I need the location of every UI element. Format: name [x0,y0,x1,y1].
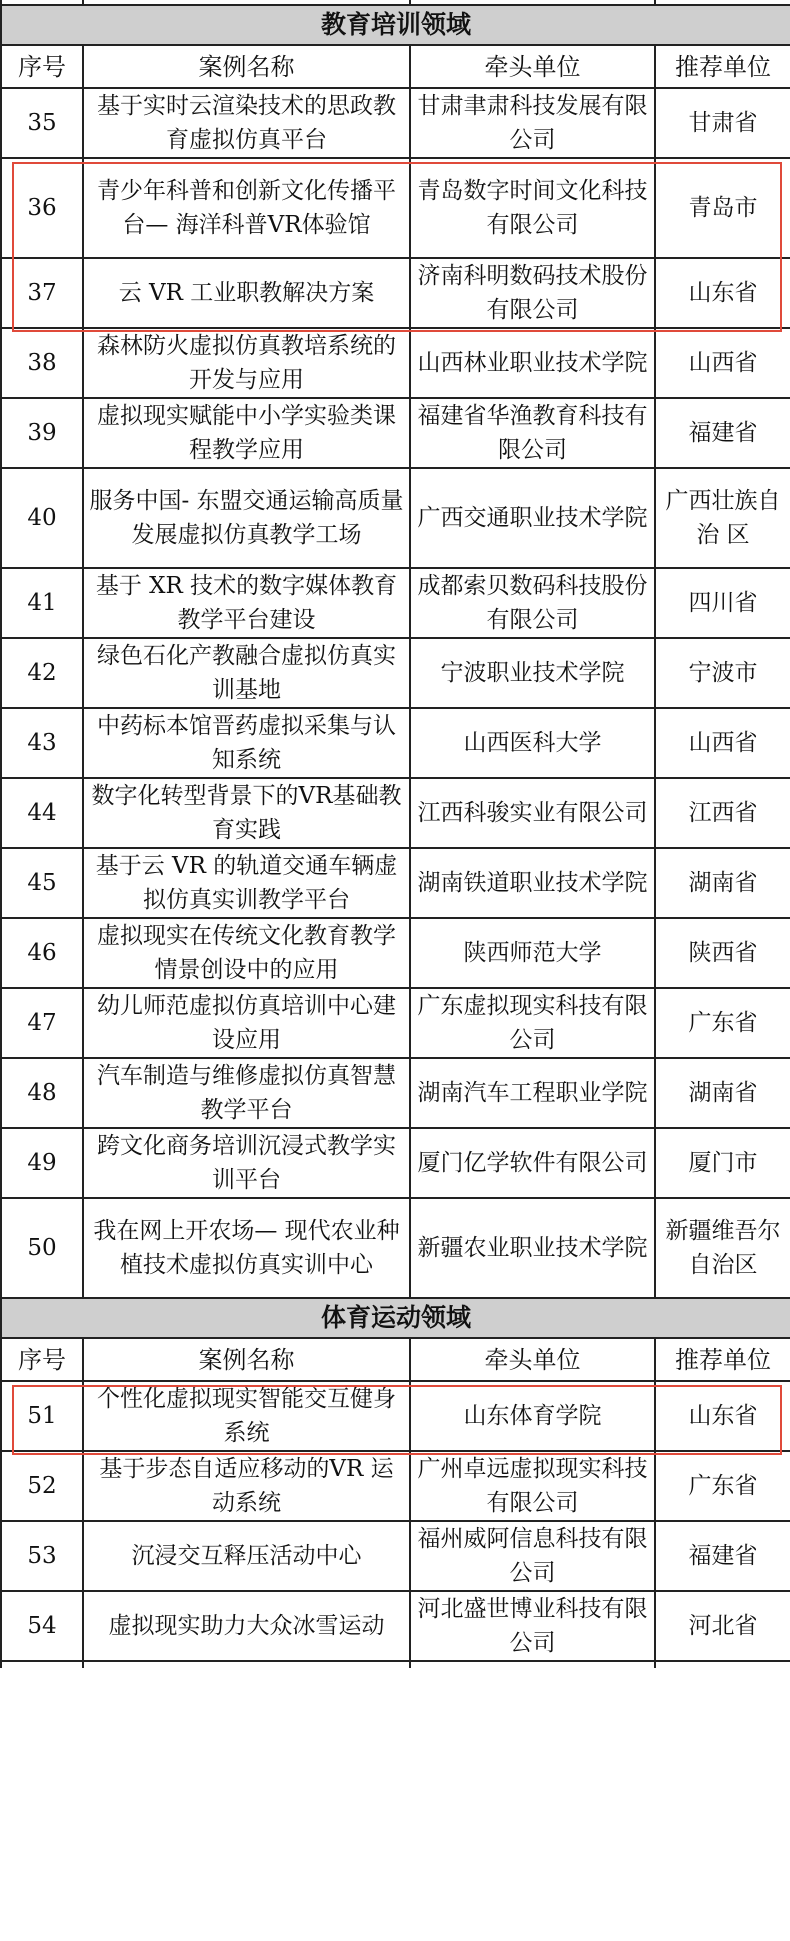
table-row [1,988,790,1058]
case-name: 基于 XR 技术的数字媒体教育教学平台建设 [83,568,410,638]
table-row [1,568,790,638]
case-number: 36 [1,158,83,258]
case-name: 基于云 VR 的轨道交通车辆虚拟仿真实训教学平台 [83,848,410,918]
col-header-name: 案例名称 [83,45,410,88]
case-name: 跨文化商务培训沉浸式教学实训平台 [83,1128,410,1198]
case-name: 中药标本馆晋药虚拟采集与认知系统 [83,708,410,778]
case-name: 沉浸交互释压活动中心 [83,1521,410,1591]
lead-unit: 山西林业职业技术学院 [410,328,655,398]
case-number: 42 [1,638,83,708]
case-number: 50 [1,1198,83,1298]
lead-unit: 湖南铁道职业技术学院 [410,848,655,918]
col-header-recommender: 推荐单位 [655,45,790,88]
lead-unit: 广东虚拟现实科技有限公司 [410,988,655,1058]
recommending-unit: 陕西省 [655,918,790,988]
case-name: 基于步态自适应移动的VR 运动系统 [83,1451,410,1521]
lead-unit: 新疆农业职业技术学院 [410,1198,655,1298]
case-number: 47 [1,988,83,1058]
case-name: 基于实时云渲染技术的思政教育虚拟仿真平台 [83,88,410,158]
table-row [1,88,790,158]
recommending-unit: 江西省 [655,778,790,848]
case-name: 青少年科普和创新文化传播平台— 海洋科普VR体验馆 [83,158,410,258]
case-number: 49 [1,1128,83,1198]
lead-unit: 厦门亿学软件有限公司 [410,1128,655,1198]
recommending-unit: 厦门市 [655,1128,790,1198]
col-header-no: 序号 [1,45,83,88]
table-row [1,708,790,778]
col-header-lead: 牵头单位 [410,1338,655,1381]
col-header-no: 序号 [1,1338,83,1381]
case-name: 虚拟现实在传统文化教育教学情景创设中的应用 [83,918,410,988]
table-row [1,848,790,918]
lead-unit: 宁波职业技术学院 [410,638,655,708]
table-row [1,398,790,468]
case-number: 44 [1,778,83,848]
lead-unit: 青岛数字时间文化科技有限公司 [410,158,655,258]
case-number: 35 [1,88,83,158]
section-header-row [1,1298,790,1338]
lead-unit: 湖南汽车工程职业学院 [410,1058,655,1128]
table-row [1,778,790,848]
case-name: 幼儿师范虚拟仿真培训中心建设应用 [83,988,410,1058]
recommending-unit: 宁波市 [655,638,790,708]
recommending-unit: 广东省 [655,1451,790,1521]
case-name: 绿色石化产教融合虚拟仿真实训基地 [83,638,410,708]
recommending-unit: 广东省 [655,988,790,1058]
lead-unit: 广西交通职业技术学院 [410,468,655,568]
column-header-row [1,1338,790,1381]
case-number: 45 [1,848,83,918]
case-number: 54 [1,1591,83,1661]
case-name: 虚拟现实赋能中小学实验类课程教学应用 [83,398,410,468]
recommending-unit: 山东省 [655,1381,790,1451]
table-row [1,1381,790,1451]
table-bottom-edge [1,1661,790,1668]
recommending-unit: 四川省 [655,568,790,638]
cases-table-body [1,0,790,1668]
case-name: 我在网上开农场— 现代农业种植技术虚拟仿真实训中心 [83,1198,410,1298]
case-number: 48 [1,1058,83,1128]
recommending-unit: 甘肃省 [655,88,790,158]
col-header-recommender: 推荐单位 [655,1338,790,1381]
section-title: 体育运动领域 [1,1298,790,1338]
lead-unit: 甘肃聿肃科技发展有限公司 [410,88,655,158]
recommending-unit: 湖南省 [655,848,790,918]
table-row [1,328,790,398]
case-number: 53 [1,1521,83,1591]
lead-unit: 河北盛世博业科技有限公司 [410,1591,655,1661]
table-row [1,158,790,258]
recommending-unit: 青岛市 [655,158,790,258]
column-header-row [1,45,790,88]
col-header-name: 案例名称 [83,1338,410,1381]
lead-unit: 福建省华渔教育科技有限公司 [410,398,655,468]
recommending-unit: 广西壮族自治 区 [655,468,790,568]
lead-unit: 江西科骏实业有限公司 [410,778,655,848]
recommending-unit: 新疆维吾尔自治区 [655,1198,790,1298]
table-row [1,1521,790,1591]
table-row [1,1591,790,1661]
table-row [1,1451,790,1521]
case-number: 43 [1,708,83,778]
table-row [1,1198,790,1298]
table-row [1,1128,790,1198]
case-number: 46 [1,918,83,988]
case-name: 数字化转型背景下的VR基础教育实践 [83,778,410,848]
case-number: 52 [1,1451,83,1521]
lead-unit: 山东体育学院 [410,1381,655,1451]
case-number: 39 [1,398,83,468]
recommending-unit: 福建省 [655,398,790,468]
recommending-unit: 湖南省 [655,1058,790,1128]
case-name: 个性化虚拟现实智能交互健身系统 [83,1381,410,1451]
case-number: 51 [1,1381,83,1451]
recommending-unit: 福建省 [655,1521,790,1591]
table-row [1,258,790,328]
case-number: 40 [1,468,83,568]
table-row [1,918,790,988]
case-number: 37 [1,258,83,328]
lead-unit: 成都索贝数码科技股份有限公司 [410,568,655,638]
lead-unit: 广州卓远虚拟现实科技有限公司 [410,1451,655,1521]
table-row [1,1058,790,1128]
case-name: 虚拟现实助力大众冰雪运动 [83,1591,410,1661]
section-header-row [1,5,790,45]
recommending-unit: 山西省 [655,708,790,778]
recommending-unit: 山东省 [655,258,790,328]
table-row [1,468,790,568]
case-number: 38 [1,328,83,398]
lead-unit: 济南科明数码技术股份有限公司 [410,258,655,328]
case-name: 云 VR 工业职教解决方案 [83,258,410,328]
case-name: 森林防火虚拟仿真教培系统的开发与应用 [83,328,410,398]
recommending-unit: 山西省 [655,328,790,398]
recommending-unit: 河北省 [655,1591,790,1661]
case-number: 41 [1,568,83,638]
lead-unit: 福州威阿信息科技有限公司 [410,1521,655,1591]
case-name: 汽车制造与维修虚拟仿真智慧教学平台 [83,1058,410,1128]
col-header-lead: 牵头单位 [410,45,655,88]
section-title: 教育培训领域 [1,5,790,45]
lead-unit: 山西医科大学 [410,708,655,778]
lead-unit: 陕西师范大学 [410,918,655,988]
table-row [1,638,790,708]
case-name: 服务中国- 东盟交通运输高质量发展虚拟仿真教学工场 [83,468,410,568]
